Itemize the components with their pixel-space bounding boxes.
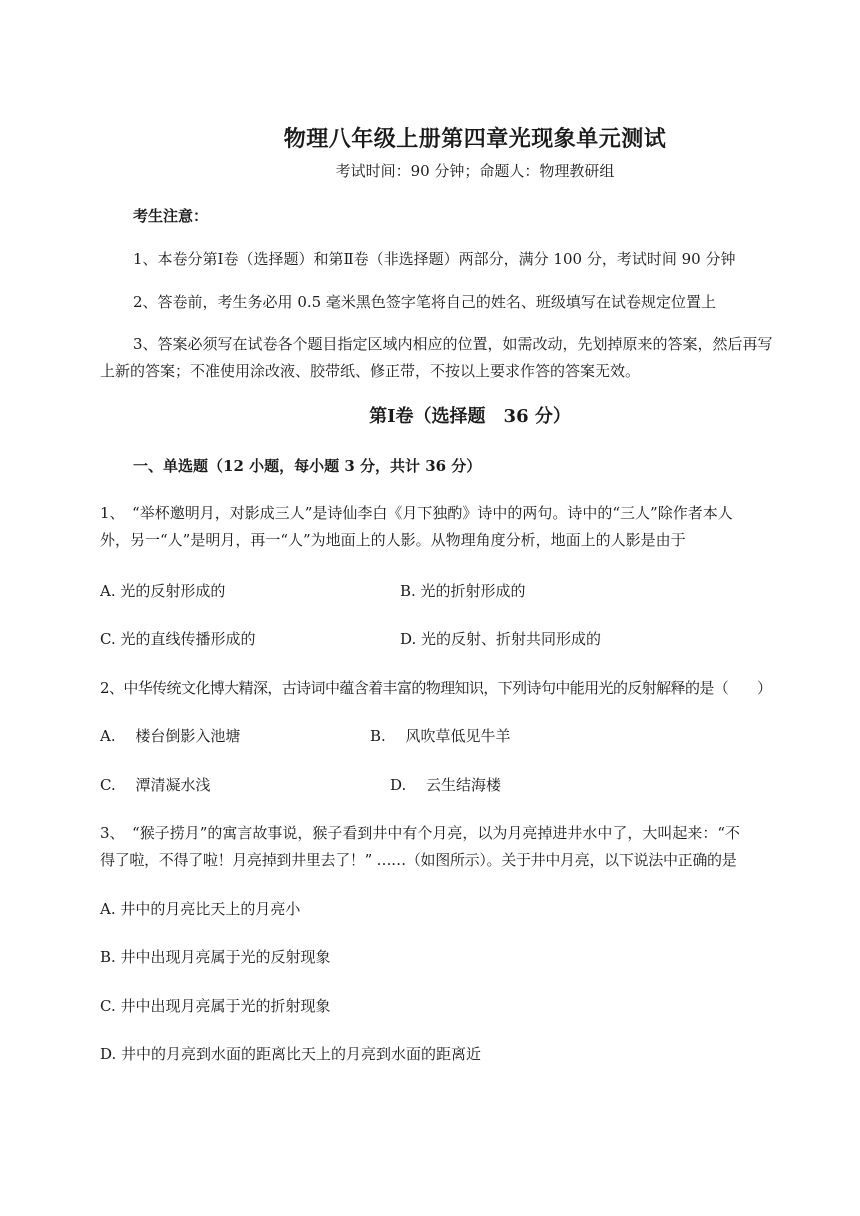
question-3-option-d[interactable]: D. 井中的月亮到水面的距离比天上的月亮到水面的距离近 <box>100 1045 482 1063</box>
question-2-option-c[interactable]: C. 潭清凝水浅 <box>100 776 211 794</box>
question-2-option-b[interactable]: B. 风吹草低见牛羊 <box>370 727 511 745</box>
question-3-option-c[interactable]: C. 井中出现月亮属于光的折射现象 <box>100 997 331 1015</box>
notice-item-1: 1、本卷分第Ⅰ卷（选择题）和第Ⅱ卷（非选择题）两部分，满分 100 分，考试时间 90 分钟 <box>133 250 736 268</box>
question-1-stem-line2: 外，另一“人”是明月，再一“人”为地面上的人影。从物理角度分析，地面上的人影是由于 <box>100 531 686 549</box>
question-1-stem-line1: 1、 “举杯邀明月，对影成三人”是诗仙李白《月下独酌》诗中的两句。诗中的“三人”除作者本人 <box>100 504 733 522</box>
question-2-option-a[interactable]: A. 楼台倒影入池塘 <box>100 727 241 745</box>
question-3-option-a[interactable]: A. 井中的月亮比天上的月亮小 <box>100 900 301 918</box>
notice-item-3-cont: 上新的答案；不准使用涂改液、胶带纸、修正带，不按以上要求作答的答案无效。 <box>100 362 641 380</box>
question-1-option-d[interactable]: D. 光的反射、折射共同形成的 <box>400 630 602 648</box>
question-2-option-d[interactable]: D. 云生结海楼 <box>390 776 502 794</box>
notice-heading: 考生注意： <box>133 207 209 225</box>
question-3-stem-line2: 得了啦，不得了啦！月亮掉到井里去了！” ……（如图所示）。关于井中月亮，以下说法中正确的是 <box>100 851 737 869</box>
question-3-stem-line1: 3、 “猴子捞月”的寓言故事说，猴子看到井中有个月亮，以为月亮掉进井水中了，大叫起来：“不 <box>100 824 741 842</box>
page-title: 物理八年级上册第四章光现象单元测试 <box>283 126 667 152</box>
question-1-option-b[interactable]: B. 光的折射形成的 <box>400 582 526 600</box>
question-2-stem: 2、中华传统文化博大精深，古诗词中蕴含着丰富的物理知识，下列诗句中能用光的反射解释的是（ ） <box>100 679 772 697</box>
section-title: 第Ⅰ卷（选择题 36 分） <box>369 406 571 427</box>
notice-item-2: 2、答卷前，考生务必用 0.5 毫米黑色签字笔将自己的姓名、班级填写在试卷规定位置上 <box>133 293 716 311</box>
question-1-option-a[interactable]: A. 光的反射形成的 <box>100 582 226 600</box>
question-1-option-c[interactable]: C. 光的直线传播形成的 <box>100 630 256 648</box>
notice-item-3: 3、答案必须写在试卷各个题目指定区域内相应的位置，如需改动，先划掉原来的答案，然后再写 <box>133 335 773 353</box>
question-3-option-b[interactable]: B. 井中出现月亮属于光的反射现象 <box>100 948 331 966</box>
exam-info: 考试时间：90 分钟；命题人：物理教研组 <box>335 162 615 180</box>
part-title: 一、单选题（12 小题，每小题 3 分，共计 36 分） <box>133 457 482 475</box>
